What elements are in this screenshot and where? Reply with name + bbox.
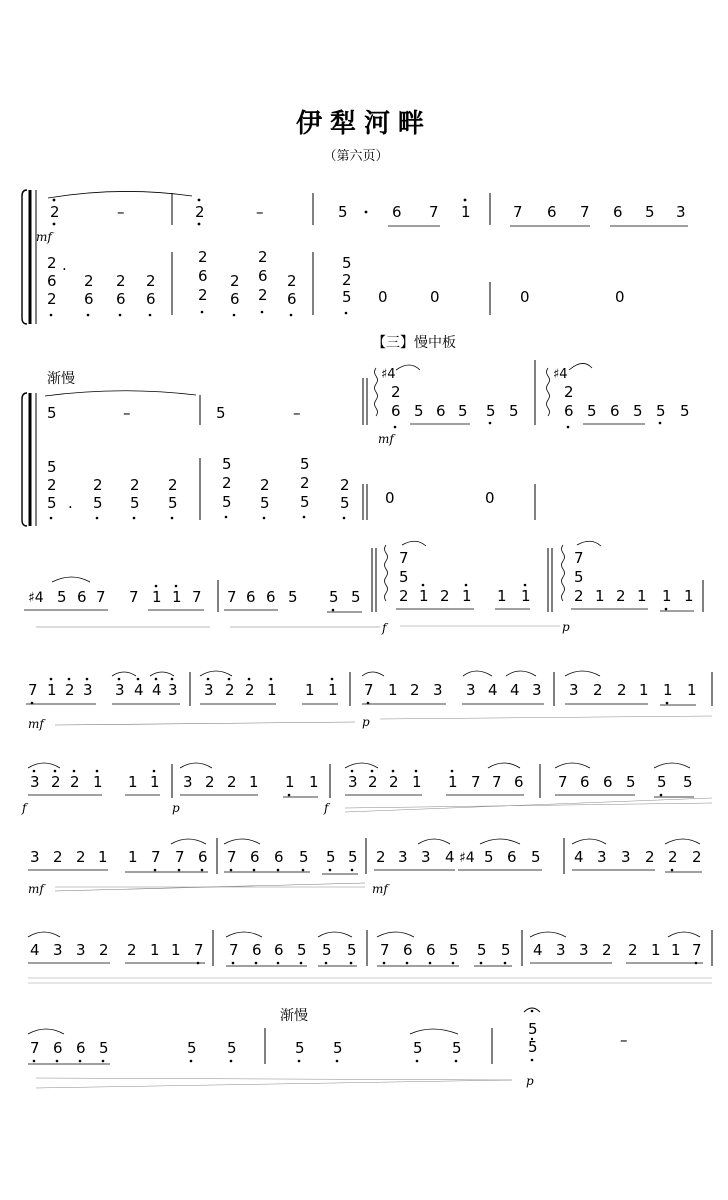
svg-text:1: 1 bbox=[152, 588, 162, 606]
svg-text:2: 2 bbox=[440, 587, 450, 605]
svg-text:7: 7 bbox=[471, 773, 481, 791]
svg-text:3: 3 bbox=[579, 941, 589, 959]
svg-text:1: 1 bbox=[98, 848, 108, 866]
svg-text:1: 1 bbox=[637, 587, 647, 605]
svg-text:–: – bbox=[620, 1031, 628, 1049]
svg-text:5: 5 bbox=[458, 402, 468, 420]
svg-text:1: 1 bbox=[150, 941, 160, 959]
svg-text:6: 6 bbox=[603, 773, 613, 791]
svg-text:2: 2 bbox=[574, 587, 584, 605]
accompaniment-notes bbox=[47, 248, 625, 316]
svg-text:♯4: ♯4 bbox=[381, 367, 396, 382]
svg-text:2: 2 bbox=[195, 203, 205, 221]
svg-text:5: 5 bbox=[340, 494, 350, 512]
svg-text:2: 2 bbox=[342, 271, 352, 289]
svg-text:1: 1 bbox=[595, 587, 605, 605]
svg-text:5: 5 bbox=[399, 568, 409, 586]
svg-text:1: 1 bbox=[461, 203, 471, 221]
svg-text:5: 5 bbox=[300, 493, 310, 511]
svg-text:4: 4 bbox=[445, 848, 455, 866]
svg-text:2: 2 bbox=[368, 773, 378, 791]
svg-text:2: 2 bbox=[116, 272, 126, 290]
svg-text:2: 2 bbox=[127, 941, 137, 959]
svg-text:5: 5 bbox=[528, 1038, 538, 1056]
svg-text:2: 2 bbox=[51, 773, 61, 791]
svg-text:3: 3 bbox=[183, 773, 193, 791]
svg-text:2: 2 bbox=[198, 286, 208, 304]
svg-text:3: 3 bbox=[398, 848, 408, 866]
svg-text:2: 2 bbox=[300, 474, 310, 492]
svg-text:6: 6 bbox=[514, 773, 524, 791]
svg-text:2: 2 bbox=[47, 290, 57, 308]
svg-text:3: 3 bbox=[115, 681, 125, 699]
svg-text:2: 2 bbox=[245, 681, 255, 699]
svg-text:7: 7 bbox=[492, 773, 502, 791]
svg-text:5: 5 bbox=[347, 941, 357, 959]
svg-text:2: 2 bbox=[616, 587, 626, 605]
svg-text:7: 7 bbox=[429, 203, 439, 221]
svg-text:6: 6 bbox=[250, 848, 260, 866]
svg-text:1: 1 bbox=[497, 587, 507, 605]
svg-text:6: 6 bbox=[436, 402, 446, 420]
svg-text:7: 7 bbox=[380, 941, 390, 959]
svg-text:1: 1 bbox=[249, 773, 259, 791]
svg-text:6: 6 bbox=[198, 848, 208, 866]
svg-text:5: 5 bbox=[414, 402, 424, 420]
svg-text:2: 2 bbox=[564, 383, 574, 401]
svg-text:1: 1 bbox=[662, 587, 672, 605]
svg-text:1: 1 bbox=[388, 681, 398, 699]
svg-text:3: 3 bbox=[597, 848, 607, 866]
svg-text:5: 5 bbox=[47, 458, 57, 476]
svg-text:5: 5 bbox=[633, 402, 643, 420]
dynamic-mark: f bbox=[382, 621, 387, 635]
svg-text:6: 6 bbox=[274, 941, 284, 959]
svg-text:7: 7 bbox=[513, 203, 523, 221]
melody-notes bbox=[50, 199, 688, 226]
melody-line-5 bbox=[28, 763, 712, 812]
page-number-label: （第六页） bbox=[323, 149, 389, 164]
svg-text:4: 4 bbox=[152, 681, 162, 699]
svg-text:4: 4 bbox=[488, 681, 498, 699]
svg-text:2: 2 bbox=[410, 681, 420, 699]
svg-text:6: 6 bbox=[613, 203, 623, 221]
svg-text:5: 5 bbox=[477, 941, 487, 959]
svg-text:1: 1 bbox=[171, 941, 181, 959]
svg-text:5: 5 bbox=[130, 494, 140, 512]
svg-text:1: 1 bbox=[521, 587, 531, 605]
svg-text:1: 1 bbox=[93, 773, 103, 791]
svg-text:5: 5 bbox=[626, 773, 636, 791]
svg-text:3: 3 bbox=[76, 941, 86, 959]
svg-text:1: 1 bbox=[47, 681, 57, 699]
svg-text:5: 5 bbox=[187, 1039, 197, 1057]
dynamic-mark: mf bbox=[36, 230, 52, 244]
svg-text:2: 2 bbox=[692, 848, 702, 866]
svg-text:5: 5 bbox=[93, 494, 103, 512]
svg-text:3: 3 bbox=[168, 681, 178, 699]
svg-text:5: 5 bbox=[47, 404, 57, 422]
svg-text:2: 2 bbox=[65, 681, 75, 699]
svg-text:1: 1 bbox=[128, 848, 138, 866]
svg-text:3: 3 bbox=[556, 941, 566, 959]
svg-text:0: 0 bbox=[430, 288, 440, 306]
svg-text:1: 1 bbox=[172, 588, 182, 606]
svg-text:2: 2 bbox=[227, 773, 237, 791]
svg-text:–: – bbox=[256, 203, 264, 221]
svg-text:3: 3 bbox=[621, 848, 631, 866]
svg-text:2: 2 bbox=[130, 476, 140, 494]
melody-line-7 bbox=[28, 930, 712, 983]
dynamic-mark: mf bbox=[372, 882, 388, 896]
svg-text:3: 3 bbox=[532, 681, 542, 699]
svg-text:7: 7 bbox=[175, 848, 185, 866]
svg-text:2: 2 bbox=[340, 476, 350, 494]
svg-text:5: 5 bbox=[342, 254, 352, 272]
svg-text:6: 6 bbox=[547, 203, 557, 221]
svg-text:5: 5 bbox=[656, 402, 666, 420]
svg-text:2: 2 bbox=[645, 848, 655, 866]
svg-text:7: 7 bbox=[192, 588, 202, 606]
svg-text:2: 2 bbox=[376, 848, 386, 866]
svg-text:5: 5 bbox=[348, 848, 358, 866]
dynamic-mark: p bbox=[526, 1074, 534, 1088]
svg-text:6: 6 bbox=[580, 773, 590, 791]
svg-text:7: 7 bbox=[30, 1039, 40, 1057]
svg-text:2: 2 bbox=[225, 681, 235, 699]
svg-text:5: 5 bbox=[484, 848, 494, 866]
svg-text:5: 5 bbox=[645, 203, 655, 221]
svg-text:5: 5 bbox=[216, 404, 226, 422]
svg-text:2: 2 bbox=[84, 272, 94, 290]
svg-text:7: 7 bbox=[580, 203, 590, 221]
svg-text:4: 4 bbox=[134, 681, 144, 699]
svg-text:5: 5 bbox=[227, 1039, 237, 1057]
svg-text:–: – bbox=[123, 404, 131, 422]
svg-text:5: 5 bbox=[57, 588, 67, 606]
svg-text:3: 3 bbox=[204, 681, 214, 699]
svg-text:4: 4 bbox=[533, 941, 543, 959]
svg-text:5: 5 bbox=[683, 773, 693, 791]
svg-text:6: 6 bbox=[426, 941, 436, 959]
svg-text:3: 3 bbox=[569, 681, 579, 699]
svg-text:7: 7 bbox=[194, 941, 204, 959]
system-1 bbox=[22, 190, 688, 324]
svg-text:2: 2 bbox=[76, 848, 86, 866]
svg-text:.: . bbox=[68, 494, 73, 512]
svg-text:–: – bbox=[117, 203, 125, 221]
svg-text:–: – bbox=[293, 404, 301, 422]
svg-text:1: 1 bbox=[684, 587, 694, 605]
svg-text:6: 6 bbox=[391, 402, 401, 420]
svg-text:6: 6 bbox=[564, 402, 574, 420]
svg-text:7: 7 bbox=[692, 941, 702, 959]
svg-text:5: 5 bbox=[413, 1039, 423, 1057]
svg-text:0: 0 bbox=[485, 489, 495, 507]
svg-text:7: 7 bbox=[364, 681, 374, 699]
svg-text:1: 1 bbox=[687, 681, 697, 699]
svg-text:♯4: ♯4 bbox=[28, 590, 44, 606]
svg-text:2: 2 bbox=[628, 941, 638, 959]
svg-text:0: 0 bbox=[615, 288, 625, 306]
tempo-mark: 渐慢 bbox=[47, 371, 75, 387]
svg-text:5: 5 bbox=[338, 203, 348, 221]
svg-text:2: 2 bbox=[198, 248, 208, 266]
svg-text:7: 7 bbox=[227, 588, 237, 606]
svg-text:2: 2 bbox=[617, 681, 627, 699]
svg-text:2: 2 bbox=[258, 248, 268, 266]
svg-text:♯4: ♯4 bbox=[553, 367, 568, 382]
svg-text:2: 2 bbox=[668, 848, 678, 866]
svg-text:5: 5 bbox=[509, 402, 519, 420]
svg-text:♯4: ♯4 bbox=[459, 850, 475, 866]
svg-text:6: 6 bbox=[507, 848, 517, 866]
svg-text:6: 6 bbox=[403, 941, 413, 959]
svg-text:6: 6 bbox=[287, 290, 297, 308]
svg-text:6: 6 bbox=[47, 272, 57, 290]
svg-text:4: 4 bbox=[574, 848, 584, 866]
system-2 bbox=[22, 360, 690, 526]
svg-text:6: 6 bbox=[252, 941, 262, 959]
svg-text:6: 6 bbox=[116, 290, 126, 308]
svg-text:6: 6 bbox=[77, 588, 87, 606]
svg-text:5: 5 bbox=[222, 455, 232, 473]
svg-text:7: 7 bbox=[28, 681, 38, 699]
svg-text:5: 5 bbox=[587, 402, 597, 420]
svg-text:5: 5 bbox=[501, 941, 511, 959]
svg-text:1: 1 bbox=[663, 681, 673, 699]
svg-text:5: 5 bbox=[322, 941, 332, 959]
svg-text:2: 2 bbox=[260, 476, 270, 494]
svg-text:3: 3 bbox=[30, 773, 40, 791]
svg-text:7: 7 bbox=[151, 848, 161, 866]
note: 2 bbox=[50, 203, 60, 221]
svg-text:6: 6 bbox=[53, 1039, 63, 1057]
svg-text:2: 2 bbox=[168, 476, 178, 494]
dynamic-mark: mf bbox=[28, 882, 44, 896]
svg-text:2: 2 bbox=[53, 848, 63, 866]
svg-text:2: 2 bbox=[230, 272, 240, 290]
svg-text:4: 4 bbox=[30, 941, 40, 959]
svg-text:5: 5 bbox=[333, 1039, 343, 1057]
svg-text:3: 3 bbox=[348, 773, 358, 791]
svg-text:2: 2 bbox=[399, 587, 409, 605]
melody-line-8 bbox=[28, 1008, 628, 1088]
dynamic-mark: f bbox=[324, 801, 329, 815]
svg-text:7: 7 bbox=[129, 588, 139, 606]
svg-text:0: 0 bbox=[385, 489, 395, 507]
svg-text:5: 5 bbox=[260, 494, 270, 512]
svg-text:1: 1 bbox=[639, 681, 649, 699]
svg-text:3: 3 bbox=[676, 203, 686, 221]
svg-text:5: 5 bbox=[295, 1039, 305, 1057]
svg-text:7: 7 bbox=[96, 588, 106, 606]
dynamic-mark: f bbox=[22, 801, 27, 815]
svg-text:6: 6 bbox=[258, 267, 268, 285]
svg-text:6: 6 bbox=[146, 290, 156, 308]
svg-text:5: 5 bbox=[326, 848, 336, 866]
svg-text:6: 6 bbox=[84, 290, 94, 308]
svg-text:2: 2 bbox=[593, 681, 603, 699]
brace bbox=[22, 190, 27, 324]
svg-text:5: 5 bbox=[351, 588, 361, 606]
svg-text:6: 6 bbox=[392, 203, 402, 221]
page-title: 伊犁河畔 bbox=[295, 109, 433, 139]
svg-text:7: 7 bbox=[574, 549, 584, 567]
svg-text:2: 2 bbox=[258, 286, 268, 304]
svg-text:4: 4 bbox=[510, 681, 520, 699]
svg-text:3: 3 bbox=[53, 941, 63, 959]
svg-text:.: . bbox=[62, 256, 67, 274]
svg-text:5: 5 bbox=[531, 848, 541, 866]
svg-text:0: 0 bbox=[378, 288, 388, 306]
svg-text:1: 1 bbox=[150, 773, 160, 791]
svg-text:2: 2 bbox=[391, 383, 401, 401]
svg-text:2: 2 bbox=[389, 773, 399, 791]
svg-text:1: 1 bbox=[328, 681, 338, 699]
svg-text:5: 5 bbox=[657, 773, 667, 791]
svg-text:1: 1 bbox=[267, 681, 277, 699]
svg-text:5: 5 bbox=[486, 402, 496, 420]
svg-text:3: 3 bbox=[83, 681, 93, 699]
svg-text:3: 3 bbox=[433, 681, 443, 699]
svg-text:2: 2 bbox=[287, 272, 297, 290]
svg-text:7: 7 bbox=[227, 848, 237, 866]
svg-text:2: 2 bbox=[205, 773, 215, 791]
svg-text:2: 2 bbox=[146, 272, 156, 290]
dynamic-mark: p bbox=[562, 620, 570, 634]
svg-text:2: 2 bbox=[70, 773, 80, 791]
svg-text:1: 1 bbox=[128, 773, 138, 791]
svg-text:1: 1 bbox=[412, 773, 422, 791]
svg-text:2: 2 bbox=[47, 476, 57, 494]
svg-text:5: 5 bbox=[329, 588, 339, 606]
svg-text:0: 0 bbox=[520, 288, 530, 306]
svg-text:5: 5 bbox=[574, 568, 584, 586]
svg-text:1: 1 bbox=[285, 773, 295, 791]
svg-text:5: 5 bbox=[449, 941, 459, 959]
svg-text:1: 1 bbox=[651, 941, 661, 959]
svg-text:5: 5 bbox=[47, 494, 57, 512]
svg-text:6: 6 bbox=[76, 1039, 86, 1057]
svg-text:6: 6 bbox=[274, 848, 284, 866]
svg-text:7: 7 bbox=[558, 773, 568, 791]
svg-text:5: 5 bbox=[342, 288, 352, 306]
svg-text:1: 1 bbox=[305, 681, 315, 699]
melody-line-6 bbox=[28, 838, 702, 891]
svg-text:5: 5 bbox=[99, 1039, 109, 1057]
dynamic-mark: mf bbox=[378, 432, 394, 446]
svg-text:6: 6 bbox=[198, 267, 208, 285]
svg-text:5: 5 bbox=[168, 494, 178, 512]
tempo-mark: 渐慢 bbox=[280, 1008, 308, 1024]
svg-text:6: 6 bbox=[230, 290, 240, 308]
svg-text:2: 2 bbox=[47, 254, 57, 272]
svg-text:2: 2 bbox=[93, 476, 103, 494]
svg-text:1: 1 bbox=[448, 773, 458, 791]
svg-text:6: 6 bbox=[610, 402, 620, 420]
svg-text:5: 5 bbox=[222, 493, 232, 511]
svg-text:1: 1 bbox=[671, 941, 681, 959]
svg-text:1: 1 bbox=[419, 587, 429, 605]
svg-text:5: 5 bbox=[299, 848, 309, 866]
svg-text:3: 3 bbox=[466, 681, 476, 699]
dynamic-mark: p bbox=[172, 801, 180, 815]
dynamic-mark: p bbox=[362, 715, 370, 729]
svg-text:5: 5 bbox=[680, 402, 690, 420]
svg-text:2: 2 bbox=[99, 941, 109, 959]
svg-text:3: 3 bbox=[421, 848, 431, 866]
svg-text:7: 7 bbox=[399, 549, 409, 567]
svg-text:5: 5 bbox=[300, 455, 310, 473]
svg-text:6: 6 bbox=[246, 588, 256, 606]
melody-line-3 bbox=[24, 541, 703, 627]
section-label: 【三】慢中板 bbox=[372, 335, 456, 351]
svg-text:6: 6 bbox=[266, 588, 276, 606]
svg-text:5: 5 bbox=[297, 941, 307, 959]
svg-text:5: 5 bbox=[288, 588, 298, 606]
svg-text:1: 1 bbox=[309, 773, 319, 791]
svg-text:5: 5 bbox=[452, 1039, 462, 1057]
svg-text:2: 2 bbox=[602, 941, 612, 959]
svg-text:5: 5 bbox=[528, 1020, 538, 1038]
svg-text:1: 1 bbox=[462, 587, 472, 605]
svg-text:3: 3 bbox=[30, 848, 40, 866]
svg-text:7: 7 bbox=[229, 941, 239, 959]
dynamic-mark: mf bbox=[28, 717, 44, 731]
svg-text:2: 2 bbox=[222, 474, 232, 492]
